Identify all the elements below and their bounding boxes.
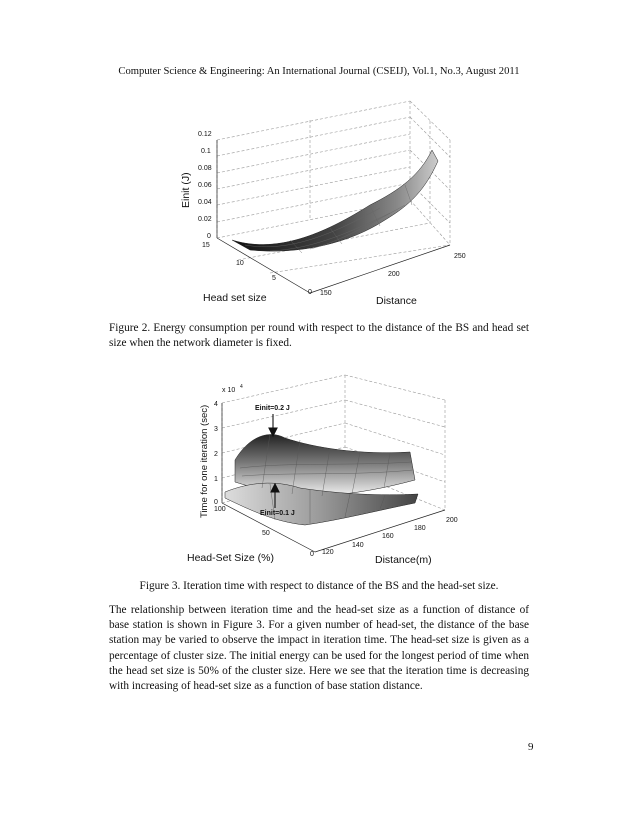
f2-y-tick: 10 [236, 260, 244, 267]
f3-y-tick: 50 [262, 530, 270, 537]
f3-x-tick: 140 [352, 542, 364, 549]
f2-y-tick: 5 [272, 275, 276, 282]
figure-2-caption: Figure 2. Energy consumption per round with respect to the distance of the BS and head set size when the network diameter is fixed. [109, 322, 529, 349]
f3-x-tick: 200 [446, 517, 458, 524]
f2-x-label: Distance [376, 295, 417, 307]
figure-3-caption: Figure 3. Iteration time with respect to distance of the BS and the head-set size. [139, 580, 499, 592]
f3-y-tick: 100 [214, 506, 226, 513]
f2-x-tick: 150 [320, 290, 332, 297]
figure-3 [180, 370, 470, 570]
f3-x-label: Distance(m) [375, 554, 432, 566]
f2-z-tick: 0.1 [201, 148, 211, 155]
f3-z-tick: 0 [214, 499, 218, 506]
figure-2-axes [217, 140, 450, 293]
f2-x-tick: 200 [388, 271, 400, 278]
f2-z-tick: 0.12 [198, 131, 212, 138]
body-paragraph: The relationship between iteration time and the head-set size as a function of distance of base station is shown in Figure 3. For a given number of head-set, the distance of the base station may be varied to observe the impact in iteration time. The head-set size is given as a percentage of cluster size. The initial energy can be used for the longest period of time when the head set size is 50% of the cluster size. Here we see that the iteration time is decreasing with increasing of head-set size as a function of base station distance. [109, 604, 529, 693]
f3-annotation-lower: Einit=0.1 J [260, 510, 295, 517]
f3-z-exponent: 4 [240, 384, 243, 390]
f2-z-tick: 0.06 [198, 182, 212, 189]
f3-z-tick: 4 [214, 401, 218, 408]
f3-z-label: Time for one iteration (sec) [199, 404, 210, 518]
running-header: Computer Science & Engineering: An International Journal (CSEIJ), Vol.1, No.3, August 2011 [118, 66, 520, 77]
f3-x-tick: 180 [414, 525, 426, 532]
f3-y-tick: 0 [310, 551, 314, 558]
f3-z-multiplier: x 10 [222, 387, 236, 394]
f2-y-tick: 0 [308, 289, 312, 296]
f3-z-tick: 2 [214, 451, 218, 458]
f3-z-tick: 1 [214, 476, 218, 483]
f3-x-tick: 120 [322, 549, 334, 556]
f2-y-label: Head set size [203, 292, 267, 304]
page-number: 9 [528, 741, 534, 753]
f2-z-label: Einit (J) [180, 172, 192, 208]
figure-2 [170, 95, 480, 310]
f3-z-tick: 3 [214, 426, 218, 433]
f2-x-tick: 250 [454, 253, 466, 260]
f3-x-tick: 160 [382, 533, 394, 540]
f3-annotation-upper: Einit=0.2 J [255, 405, 290, 412]
figure-3-surface-plot [180, 370, 470, 570]
f2-z-tick: 0.08 [198, 165, 212, 172]
f3-y-label: Head-Set Size (%) [187, 552, 274, 564]
f2-z-tick: 0.02 [198, 216, 212, 223]
f2-z-tick: 0 [207, 233, 211, 240]
f2-z-tick: 0.04 [198, 199, 212, 206]
figure-2-surface-plot [170, 95, 480, 310]
f2-y-tick: 15 [202, 242, 210, 249]
